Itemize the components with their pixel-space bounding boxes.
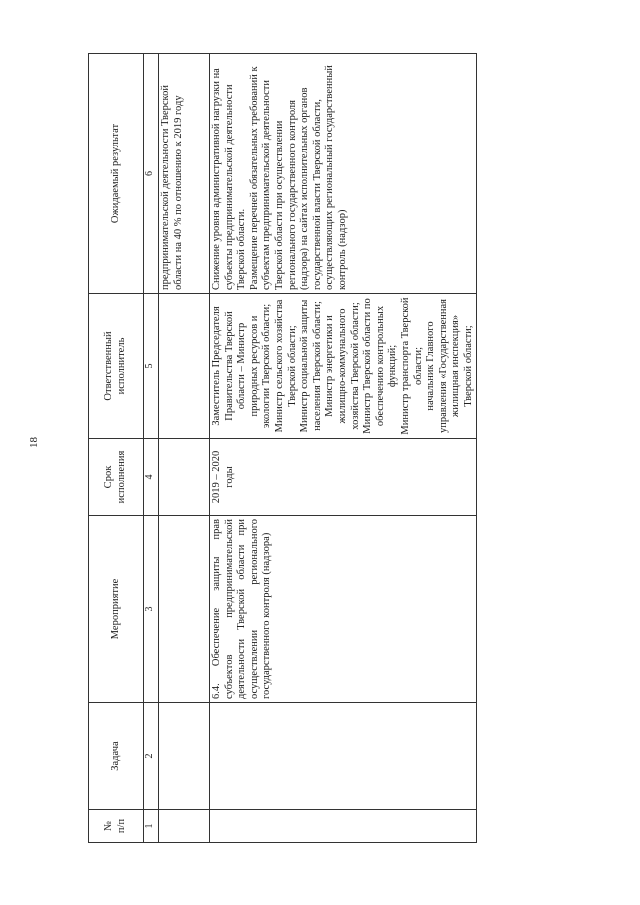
measures-table: [88, 53, 477, 843]
continuation-row: [159, 54, 210, 843]
cell-term: [159, 439, 210, 516]
cell-responsible: Заместитель Председателя Правительства Тверской области – Министр природных ресурсов и экологии Тверской области; Министр сельского хозяйства Тверской области; Министр социальной защиты населения Тверской области; Министр энергетики и жилищно-коммунального хозяйства Тверской области; Министр Тверской области по обеспечению контрольных функций; Министр транспорта Тверской области; начальник Главного управления «Государственная жилищная инспекция» Тверской области;: [210, 294, 477, 439]
column-number: 5: [144, 294, 159, 439]
column-number: 3: [144, 516, 159, 703]
cell-expected: предпринимательской деятельности Тверской области на 40 % по отношению к 2019 году: [159, 54, 210, 294]
cell-event: 6.4. Обеспечение защиты прав субъектов предпринимательской деятельности Тверской области при осуществлении регионального государственного контроля (надзора): [210, 516, 477, 703]
column-number: 1: [144, 810, 159, 843]
page-number: 18: [28, 437, 40, 448]
cell-term: 2019 – 2020 годы: [210, 439, 477, 516]
table-row: [210, 54, 477, 843]
cell-event: [159, 516, 210, 703]
cell-responsible: [159, 294, 210, 439]
column-number-row: [144, 54, 159, 843]
column-number: 4: [144, 439, 159, 516]
cell-num: [210, 810, 477, 843]
header-responsible: Ответственный исполнитель: [89, 294, 144, 439]
column-number: 6: [144, 54, 159, 294]
table-header-row: [89, 54, 144, 843]
cell-num: [159, 810, 210, 843]
header-event: Мероприятие: [89, 516, 144, 703]
column-number: 2: [144, 703, 159, 810]
header-num: № п/п: [89, 810, 144, 843]
cell-expected: Снижение уровня административной нагрузки на субъекты предпринимательской деятельности Тверской области. Размещение перечней обязательных требований к субъектам предпринимательской деятельности Тверской области при осуществлении регионального государственного контроля (надзора) на сайтах исполнительных органов государственной власти Тверской области, осуществляющих региональный государственный контроль (надзор): [210, 54, 477, 294]
header-term: Срок исполнения: [89, 439, 144, 516]
rotated-table-container: [88, 53, 586, 843]
cell-task: [210, 703, 477, 810]
cell-task: [159, 703, 210, 810]
header-expected: Ожидаемый результат: [89, 54, 144, 294]
header-task: Задача: [89, 703, 144, 810]
